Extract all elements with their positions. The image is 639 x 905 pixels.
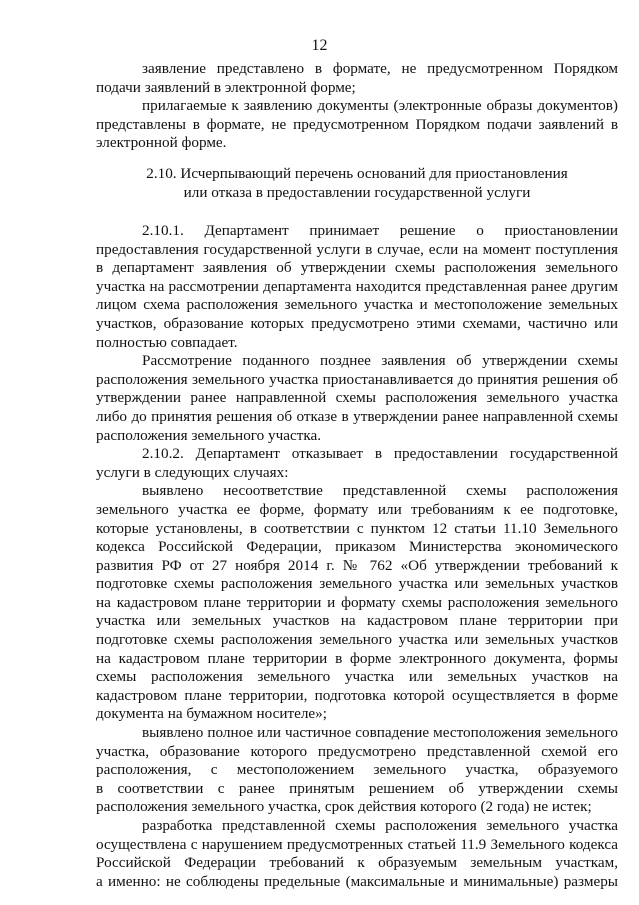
paragraph xyxy=(96,817,618,891)
section-heading xyxy=(96,165,618,202)
text-line: услуги в следующих случаях: xyxy=(96,463,289,481)
text-line: кодекса Российской Федерации, приказом Министерства экономического xyxy=(96,538,618,556)
text-line: участка, образование которого предусмотрено представленной схемой его xyxy=(96,742,618,760)
text-line: в соответствии с ранее принятым решением об утверждении схемы xyxy=(96,779,618,797)
text-line: документа на бумажном носителе»; xyxy=(96,705,327,723)
text-line: заявление представлено в формате, не предусмотренном Порядком xyxy=(142,60,618,77)
text-line: земельного участка ее форме, формату или требованиям к ее подготовке, xyxy=(96,500,618,518)
text-line: на кадастровом плане территории в форме электронного документа, формы xyxy=(96,649,618,667)
text-line: расположения, с местоположением земельного участка, образуемого xyxy=(96,761,618,779)
text-line: участка на рассмотрении департамента находится представленная ранее другим xyxy=(96,277,618,295)
page-number: 12 xyxy=(311,37,328,54)
text-line: развития РФ от 27 ноября 2014 г. № 762 «Об утверждении требований к xyxy=(96,556,618,574)
top-paragraphs xyxy=(96,60,618,153)
paragraph xyxy=(96,97,618,153)
text-line: осуществлена с нарушением предусмотренных статьей 11.9 Земельного кодекса xyxy=(96,835,618,853)
text-line: в департамент заявления об утверждении схемы расположения земельного xyxy=(96,259,618,277)
text-line: представлены в формате, не предусмотренном Порядком подачи заявлений в xyxy=(96,115,618,133)
text-line: полностью совпадает. xyxy=(96,333,238,351)
text-line: кадастровом плане территории, подготовка которой осуществляется в форме xyxy=(96,686,618,704)
text-line: 2.10.1. Департамент принимает решение о приостановлении xyxy=(142,222,618,239)
text-line: подачи заявлений в электронной форме; xyxy=(96,78,356,96)
heading-line: 2.10. Исчерпывающий перечень оснований для приостановления xyxy=(146,165,568,182)
text-line: а именно: не соблюдены предельные (максимальные и минимальные) размеры xyxy=(96,872,618,890)
text-line: Российской Федерации требований к образуемым земельным участкам, xyxy=(96,854,618,872)
text-line: подготовке схемы расположения земельного участка или земельных участков xyxy=(96,575,618,593)
text-line: расположения земельного участка. xyxy=(96,426,322,444)
paragraph xyxy=(96,352,618,445)
text-line: выявлено несоответствие представленной схемы расположения xyxy=(142,482,618,500)
paragraph-2-10-1 xyxy=(96,222,618,352)
text-line: Рассмотрение поданного позднее заявления об утверждении схемы xyxy=(142,352,618,370)
text-line: участков, образование которых предусмотрено этими схемами, частично или xyxy=(96,314,618,332)
paragraph xyxy=(96,482,618,724)
text-line: участка или земельных участков на кадастровом плане территории при xyxy=(96,612,618,630)
text-line: прилагаемые к заявлению документы (электронные образы документов) xyxy=(142,97,618,115)
text-line: электронной форме. xyxy=(96,134,227,152)
paragraph-2-10-2 xyxy=(96,445,618,482)
body-paragraphs xyxy=(96,222,618,891)
text-line: расположения земельного участка, срок действия которого (2 года) не истек; xyxy=(96,798,592,816)
text-line: подготовке схемы расположения земельного участка или земельных участков xyxy=(96,631,618,649)
text-line: 2.10.2. Департамент отказывает в предоставлении государственной xyxy=(142,445,618,463)
text-line: разработка представленной схемы расположения земельного участка xyxy=(142,817,618,834)
paragraph xyxy=(96,724,618,817)
text-line: расположения земельного участка приостанавливается до принятия решения об xyxy=(96,370,618,388)
text-line: на кадастровом плане территории и формату схемы расположения земельного xyxy=(96,593,618,611)
paragraph xyxy=(96,60,618,97)
text-line: лицом схема расположения земельного участка и местоположение земельных xyxy=(96,296,618,314)
heading-line: или отказа в предоставлении государственной услуги xyxy=(183,183,531,201)
text-line: либо до принятия решения об отказе в утверждении ранее направленной схемы xyxy=(96,407,618,425)
text-line: схемы расположения земельного участка или земельных участков на xyxy=(96,668,618,686)
text-line: выявлено полное или частичное совпадение местоположения земельного xyxy=(142,724,618,742)
text-line: которые установлены, в соответствии с пунктом 12 статьи 11.10 Земельного xyxy=(96,519,618,537)
text-line: утверждении ранее направленной схемы расположения земельного участка xyxy=(96,389,618,407)
text-line: предоставления государственной услуги в случае, если на момент поступления xyxy=(96,240,618,258)
